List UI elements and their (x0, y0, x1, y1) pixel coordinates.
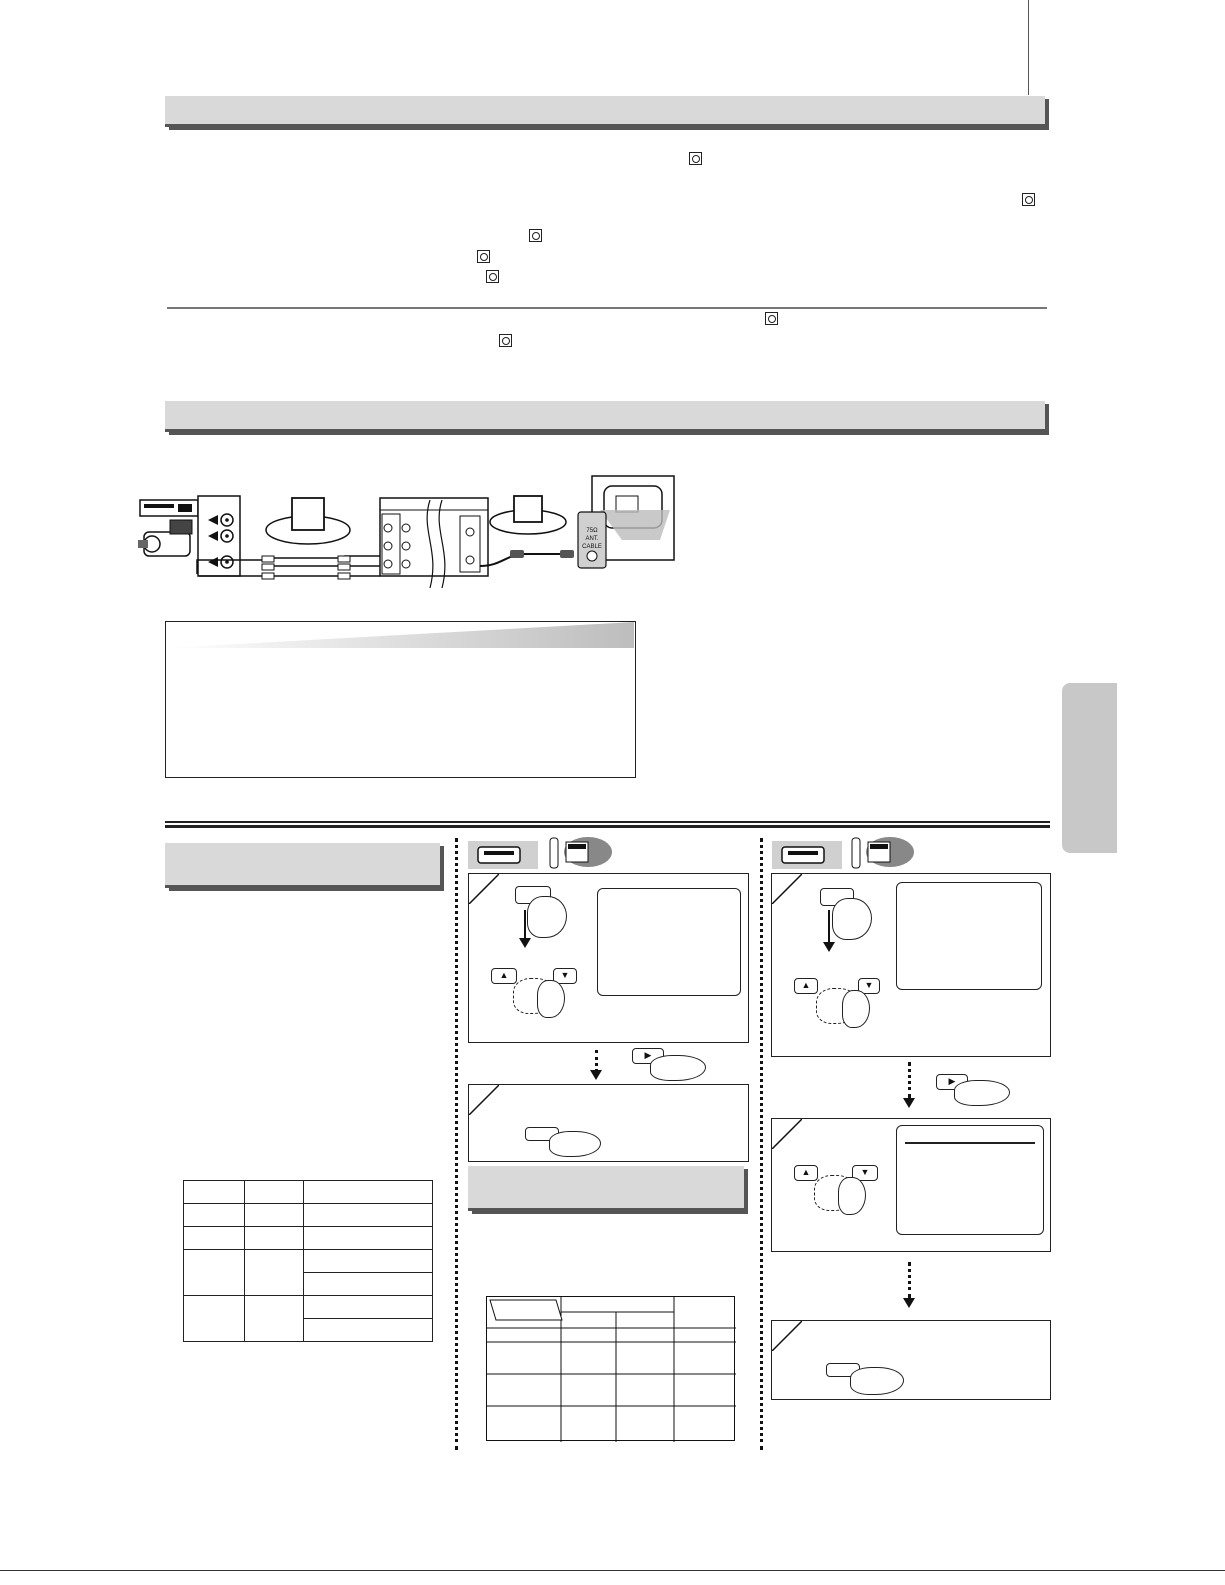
section-header-top (165, 96, 1045, 127)
play-button[interactable]: ▶ (632, 1048, 664, 1064)
down-button[interactable]: ▼ (553, 968, 577, 984)
step-panel-middle-1 (468, 873, 749, 1043)
timer-icon (1022, 193, 1035, 206)
up-button[interactable]: ▲ (491, 968, 517, 984)
timer-icon (499, 334, 512, 347)
pointing-hand-icon (832, 898, 872, 940)
middle-table (486, 1296, 736, 1442)
left-column-header (165, 843, 440, 888)
timer-icon (765, 312, 778, 325)
column-separator (455, 838, 458, 1450)
osd-screen-middle-1 (597, 888, 741, 996)
osd-screen-right-1 (896, 882, 1042, 990)
left-table (183, 1180, 433, 1342)
down-arrow-head (823, 942, 835, 952)
page-bottom-rule (0, 1570, 1225, 1571)
down-arrow-head (519, 938, 531, 948)
column-separator (760, 838, 763, 1450)
step-panel-middle-2 (468, 1084, 749, 1162)
svg-text:ANT.: ANT. (585, 536, 599, 542)
pointing-hand-icon (850, 1367, 904, 1395)
flow-arrow-head (903, 1098, 915, 1108)
down-button[interactable]: ▼ (858, 978, 880, 994)
pointing-hand-icon (838, 1177, 866, 1215)
double-rule-top (165, 821, 1050, 823)
divider (167, 307, 1047, 309)
vcr-icon (468, 841, 538, 869)
down-arrow (828, 910, 830, 942)
flow-arrow (908, 1062, 911, 1098)
flow-arrow-head (590, 1070, 602, 1080)
timer-icon (486, 270, 499, 283)
note-box (165, 621, 636, 778)
play-button[interactable]: ▶ (936, 1074, 968, 1090)
pointing-hand-icon (537, 980, 565, 1018)
step-panel-right-2 (771, 1118, 1051, 1252)
step-panel-right-3 (771, 1320, 1051, 1400)
source-vcr-icon (140, 500, 198, 516)
up-button[interactable]: ▲ (794, 1165, 818, 1181)
svg-text:75Ω: 75Ω (586, 528, 598, 534)
double-rule-bottom (165, 825, 1050, 828)
flow-arrow (908, 1262, 911, 1298)
side-tab (1062, 683, 1117, 853)
note-box-title-bar (166, 622, 634, 648)
page-edge-rule (1028, 0, 1029, 95)
remote-icon (548, 836, 614, 872)
remote-icon (850, 836, 916, 872)
osd-divider (905, 1142, 1035, 1144)
timer-icon (689, 152, 702, 165)
timer-icon (529, 229, 542, 242)
timer-icon (477, 250, 490, 263)
pointing-hand-icon (650, 1055, 706, 1081)
up-button[interactable]: ▲ (794, 978, 818, 994)
down-arrow (524, 910, 526, 938)
camcorder-icon (138, 520, 192, 556)
down-button[interactable]: ▼ (852, 1165, 878, 1181)
connection-diagram (130, 470, 690, 590)
flow-arrow-head (903, 1298, 915, 1308)
middle-section-header (468, 1166, 744, 1211)
section-header-second (165, 401, 1045, 432)
pointing-hand-icon (842, 990, 870, 1028)
pointing-hand-icon (954, 1080, 1010, 1106)
flow-arrow (595, 1050, 598, 1072)
pointing-hand-icon (549, 1131, 601, 1157)
vcr-icon (772, 841, 842, 869)
osd-screen-right-2 (896, 1125, 1044, 1235)
svg-text:CABLE: CABLE (582, 544, 602, 550)
step-panel-right-1 (771, 873, 1051, 1057)
pointing-hand-icon (527, 896, 567, 938)
